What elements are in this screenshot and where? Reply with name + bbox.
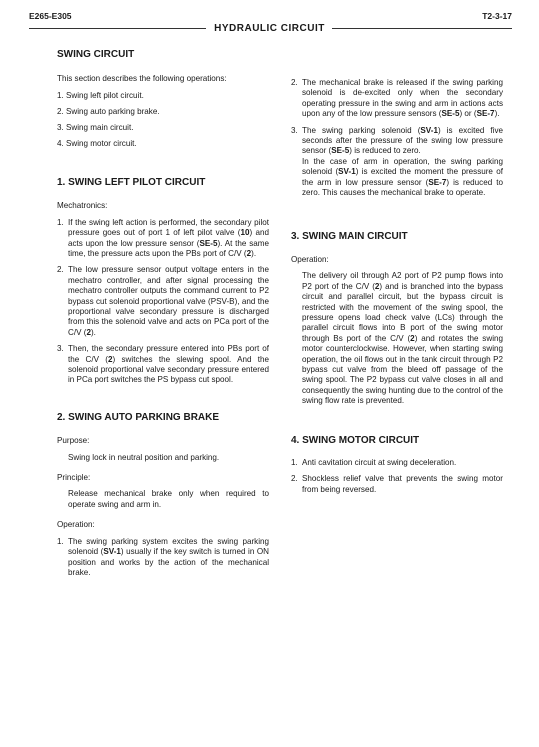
principle-text: Release mechanical brake only when required to operate swing and arm in.: [68, 489, 269, 509]
purpose-label: Purpose:: [57, 436, 90, 446]
pilot-steps: [57, 218, 269, 386]
operation-item: 2. Swing auto parking brake.: [57, 106, 160, 116]
purpose-text: Swing lock in neutral position and parking.: [68, 452, 220, 462]
brake-steps-continued: [291, 78, 503, 157]
list-item: 1. Anti cavitation circuit at swing deceleration.: [291, 457, 457, 467]
swing-main-description: The delivery oil through A2 port of P2 pump flows into P2 port of the C/V (2) and is branched into the bypass circuit and parallel circuit, but the bypass circuit is restricted with the movement of the swing spool, the pressure opens load check valve (LCs) through the parallel circuit flows into B port of the swing motor through Bs port of the C/V (2) and rotates the swing motor counterclockwise. However, when starting swing operation, the oil flows out in the tank circuit through P2 bypass cut valve from the bleed off passage of the swing spool. The P2 bypass cut valve closes in all and consequently the swing hunting due to the control of the swing flow rate is prevented.: [302, 271, 504, 406]
operations-list: [57, 91, 269, 149]
operation-item: 3. Swing main circuit.: [57, 122, 134, 132]
list-item: 2. The low pressure sensor output voltage enters in the mechatro controller, and after signal processing the mechatro controller outputs the command current to P2 bypass cut solenoid proportional valve (PSV-B), and the proportional valve secondary pressure is discharged from this the solenoid valve and acts on PCa port of the C/V (2).: [57, 265, 269, 337]
brake-step-3-continued: In the case of arm in operation, the swing parking solenoid (SV-1) is excited the moment the pressure of the arm in low pressure sensor (SE-7) is reduced to zero. This causes the mechanical brake to operate.: [302, 156, 503, 198]
operation-label: Operation:: [57, 520, 95, 530]
operation-label: Operation:: [291, 254, 329, 264]
operation-item: 4. Swing motor circuit.: [57, 138, 137, 148]
header-rule-right: [332, 28, 512, 29]
mechatronics-label: Mechatronics:: [57, 201, 108, 211]
list-item: 3. The swing parking solenoid (SV-1) is excited five seconds after the pressure of the swing low pressure sensor (SE-5) is reduced to zero.: [291, 125, 504, 156]
operation-item: 1. Swing left pilot circuit.: [57, 90, 144, 100]
brake-steps: [57, 537, 269, 579]
page-code: T2-3-17: [482, 11, 512, 21]
list-item: 2. The mechanical brake is released if the swing parking solenoid is de-excited only when the secondary operating pressure in the swing and arm in actions acts upon any of the low pressure sensors (SE-5) or (SE-7).: [291, 78, 503, 119]
left-column: [57, 50, 269, 578]
list-item: 1. The swing parking system excites the swing parking solenoid (SV-1) usually if the key switch is turned in ON position and works by the action of the mechanical brake.: [57, 536, 269, 577]
section-title-swing-circuit: SWING CIRCUIT: [57, 49, 135, 60]
principle-label: Principle:: [57, 473, 91, 483]
right-column: [291, 78, 503, 495]
page-title: HYDRAULIC CIRCUIT: [206, 23, 333, 34]
intro-text: This section describes the following operations:: [57, 74, 227, 84]
list-item: 1. If the swing left action is performed, the secondary pilot pressure goes out of port 1 of left pilot valve (10) and acts upon the low pressure sensor (SE-5). At the same time, the pressure acts upon the PBs port of C/V (2).: [57, 217, 270, 258]
document-model: E265-E305: [29, 11, 72, 21]
section-title-auto-parking-brake: 2. SWING AUTO PARKING BRAKE: [57, 411, 220, 423]
header-rule-left: [29, 28, 209, 29]
header-bar: [0, 21, 539, 35]
list-item: 2. Shockless relief valve that prevents the swing motor from being reversed.: [291, 474, 503, 494]
section-title-swing-motor-circuit: 4. SWING MOTOR CIRCUIT: [291, 434, 420, 446]
section-title-swing-left-pilot: 1. SWING LEFT PILOT CIRCUIT: [57, 176, 206, 188]
motor-items: [291, 458, 503, 495]
section-title-swing-main-circuit: 3. SWING MAIN CIRCUIT: [291, 231, 408, 243]
list-item: 3. Then, the secondary pressure entered into PBs port of the C/V (2) switches the slewing spool. And the solenoid proportional valve secondary pressure entered in PCa port switches the PS bypass cut spool.: [57, 344, 270, 385]
